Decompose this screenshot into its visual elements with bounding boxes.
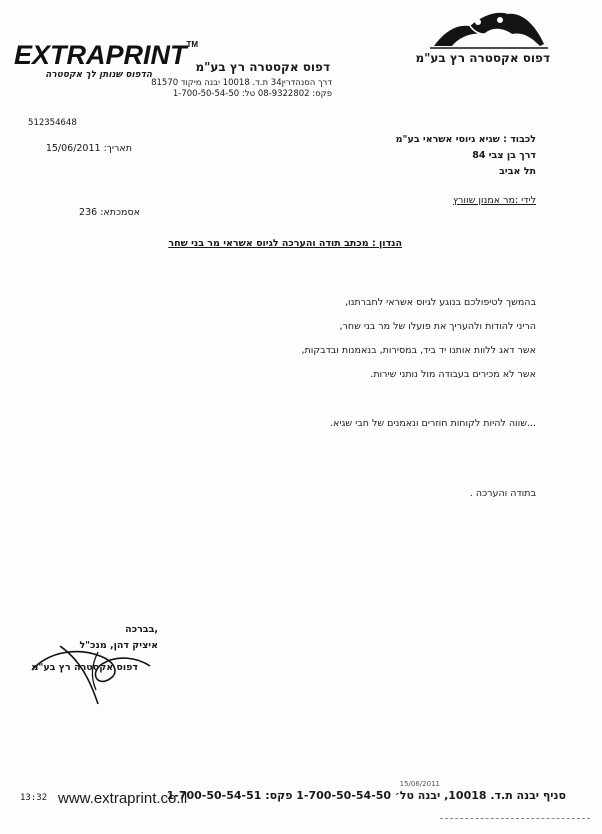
footer-cutoff-line (440, 818, 590, 821)
reference-value: 236 (79, 207, 98, 218)
fax-time: 13:32 (20, 793, 48, 803)
reference-label: אסמכתא: (100, 207, 140, 218)
brand-name: דפוס אקסטרה רץ בע"מ (415, 51, 550, 65)
signature-company: דפוס אקסטרה רץ בע"מ (31, 662, 138, 673)
subject-line: הנדון : מכתב תודה והערכה לגיוס אשראי מר בני שחר (168, 238, 402, 249)
reference-line (64, 207, 140, 218)
company-name: דפוס אקסטרה רץ בע"מ (195, 60, 330, 74)
date-line (45, 143, 132, 154)
company-id: 512354648 (28, 118, 77, 128)
recipient-city: תל אביב (499, 166, 536, 177)
signature-name: איציק דהן, מנכ"ל (79, 640, 158, 651)
fax-header: 15/06/2011 (399, 780, 440, 788)
signature-greeting: ,בברכה (125, 624, 158, 635)
brand-illustration-icon (430, 6, 548, 50)
extraprint-logo: EXTRAPRINT™ (14, 40, 199, 70)
date-value: 15/06/2011 (45, 143, 101, 154)
footer-branch: סניף יבנה ת.ד. 10018, יבנה טל׳ 1-700-50-54-50 פקס: 1-700-50-54-51 (166, 789, 566, 802)
body-line-2: הריני להודות ולהעריך את פועלו של מר בני שחר, (339, 321, 536, 332)
body-line-1: בהמשך לטיפולכם בנוגע לגיוס אשראי לחברתנו, (345, 297, 536, 308)
company-address: דרך הסנהדרין34 ת.ד. 10018 יבנה מיקוד 81570 (151, 78, 332, 88)
company-phones: פקס: 08-9322802 טל: 1-700-50-54-50 (172, 89, 332, 99)
body-line-3: אשר דאג ללוות אותנו יד ביד, במסירות, בנאמנות ובדבקות, (301, 345, 536, 356)
body-line-4: אשר לא מכירים בעבודה מול נותני שירות. (370, 369, 536, 380)
footer-website: www.extraprint.co.il (58, 790, 188, 807)
closing-line: ...שווה להיות לקוחות חוזרים ונאמנים של חבי שגיא. (329, 418, 536, 429)
logo-tagline: הדפוס שנותן לך אקסטרה (45, 70, 152, 80)
recipient-address: דרך בן צבי 84 (472, 150, 536, 161)
recipient-to: לכבוד : שגיא גיוסי אשראי בע"מ (395, 134, 536, 145)
thanks-line: בתודה והערכה . (469, 488, 536, 499)
date-label: תאריך: (103, 143, 132, 154)
recipient-attention: לידי :מר אמנון שוורץ (452, 195, 536, 206)
